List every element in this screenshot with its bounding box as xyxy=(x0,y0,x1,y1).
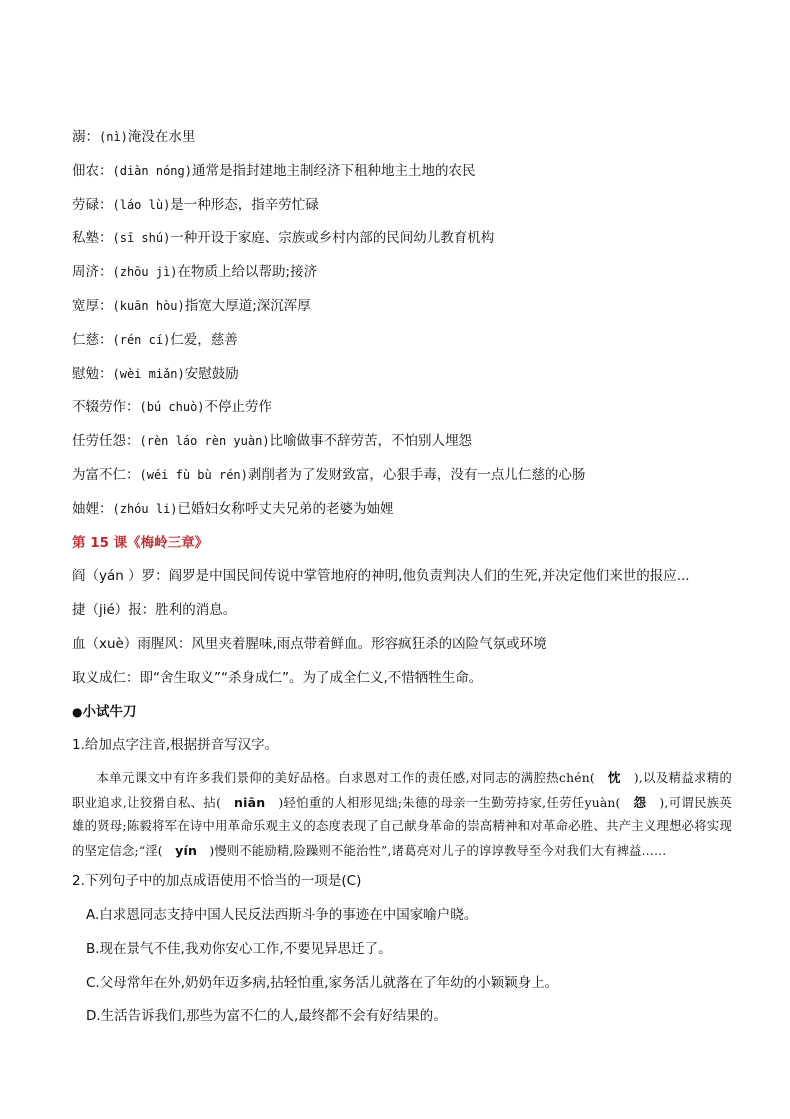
lesson-item: 血（xuè）雨腥风：风里夹着腥味,雨点带着鲜血。形容疯狂杀的凶险气氛或环境 xyxy=(72,635,547,652)
question-1-title: 1.给加点字注音,根据拼音写汉字。 xyxy=(72,737,279,754)
question-2-title: 2.下列句子中的加点成语使用不恰当的一项是(C) xyxy=(72,873,362,890)
lesson-item: 取义成仁：即“舍生取义”“杀身成仁”。为了成全仁义,不惜牺牲生命。 xyxy=(72,669,483,686)
vocab-item: 仁慈：(rén cí)仁爱，慈善 xyxy=(72,331,238,348)
lesson-title: 第 15 课《梅岭三章》 xyxy=(72,534,209,551)
vocab-item: 宽厚：(kuān hòu)指宽大厚道;深沉浑厚 xyxy=(72,297,311,314)
section-heading: ●小试牛刀 xyxy=(72,703,137,720)
vocab-item: 溺：(nì)淹没在水里 xyxy=(72,129,196,145)
option-b: B.现在景气不佳,我劝你安心工作,不要见异思迁了。 xyxy=(86,940,392,957)
vocab-item: 慰勉：(wèi miǎn)安慰鼓励 xyxy=(72,365,239,382)
vocab-item: 妯娌：(zhóu li)已婚妇女称呼丈夫兄弟的老婆为妯娌 xyxy=(72,500,394,517)
vocab-item: 任劳任怨：(rèn láo rèn yuàn)比喻做事不辞劳苦，不怕别人埋怨 xyxy=(72,433,473,450)
vocab-item: 劳碌：(láo lù)是一种形态，指辛劳忙碌 xyxy=(72,196,319,213)
option-d: D.生活告诉我们,那些为富不仁的人,最终都不会有好结果的。 xyxy=(86,1008,447,1025)
answer-4: yín xyxy=(175,842,198,858)
answer-2: niān xyxy=(234,794,266,810)
option-a: A.白求恩同志支持中国人民反法西斯斗争的事迹在中国家喻户晓。 xyxy=(86,906,478,923)
lesson-item: 捷（jié）报：胜利的消息。 xyxy=(72,602,237,619)
answer-1: 忱 xyxy=(607,770,621,786)
vocab-item: 为富不仁：(wéi fù bù rén)剥削者为了发财致富，心狠手毒，没有一点儿仁慈的心肠 xyxy=(72,466,586,483)
option-c: C.父母常年在外,奶奶年迈多病,拈轻怕重,家务活儿就落在了年幼的小颖颖身上。 xyxy=(86,974,559,991)
lesson-item: 阎（yán ）罗：阎罗是中国民间传说中掌管地府的神明,他负责判决人们的生死,并决定他们来世的报应... xyxy=(72,568,690,585)
answer-3: 怨 xyxy=(633,794,647,810)
vocab-item: 周济：(zhōu jì)在物质上给以帮助;接济 xyxy=(72,264,318,281)
bullet-icon: ● xyxy=(72,704,83,719)
vocab-item: 佃农：(diàn nóng)通常是指封建地主制经济下租种地主土地的农民 xyxy=(72,162,476,179)
vocab-item: 不辍劳作：(bú chuò)不停止劳作 xyxy=(72,399,273,416)
question-1-passage: 本单元课文中有许多我们景仰的美好品格。白求恩对工作的责任感,对同志的满腔热chén( 忱 ),以及精益求精的职业追求,让狡猾自私、拈( niān )轻怕重的人相形见绌;朱德的母亲一生勤劳持家,任劳任yuàn( 怨 ),可谓民族英雄的贤母;陈毅将军在诗中用革命乐观主义的态度表现了自己献身革命的崇高精神和对革命必胜、共产主义理想必将实现的坚定信念;“淫( yín )慢则不能励精,险躁则不能治性”,诸葛亮对儿子的谆谆教导至今对我们大有裨益…… xyxy=(72,770,733,858)
vocab-item: 私塾：(sī shú)一种开设于家庭、宗族或乡村内部的民间幼儿教育机构 xyxy=(72,230,495,247)
document-page xyxy=(72,127,732,1040)
